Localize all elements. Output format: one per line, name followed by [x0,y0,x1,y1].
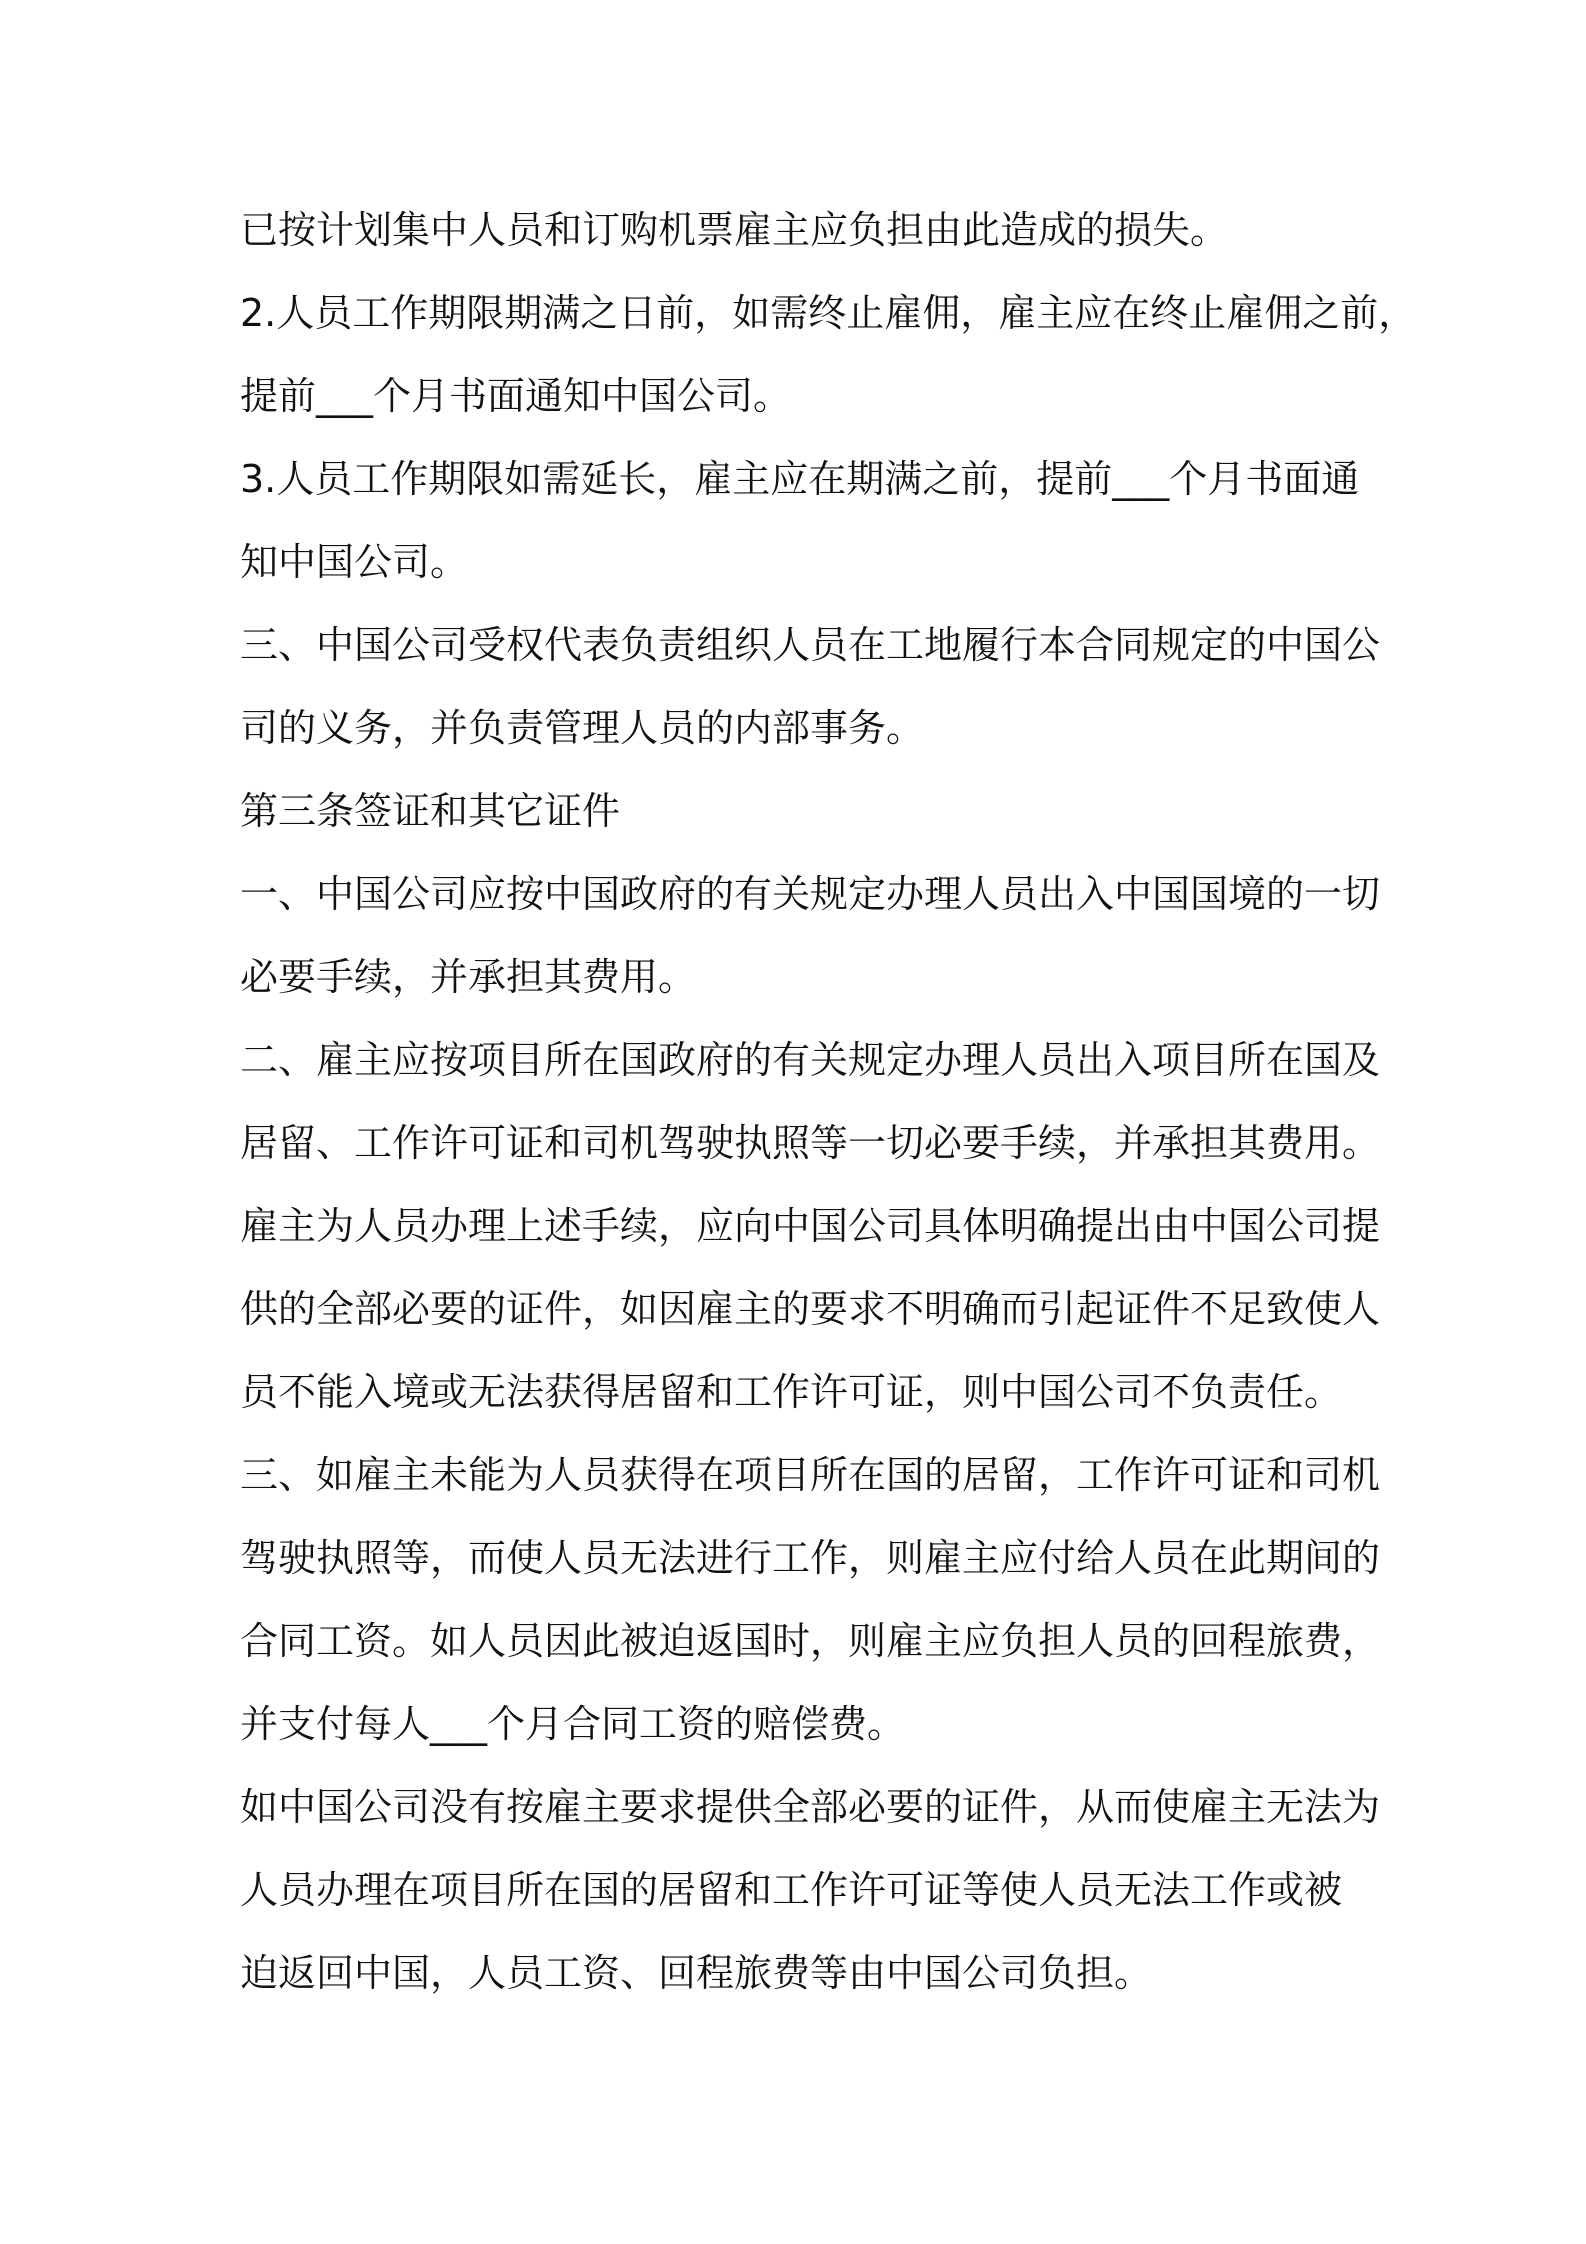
text-line: 迫返回中国，人员工资、回程旅费等由中国公司负担。 [240,1951,1153,1995]
text-line: 如中国公司没有按雇主要求提供全部必要的证件，从而使雇主无法为 [240,1785,1381,1829]
text-line: 已按计划集中人员和订购机票雇主应负担由此造成的损失。 [240,208,1229,252]
text-line: 居留、工作许可证和司机驾驶执照等一切必要手续，并承担其费用。 [240,1121,1381,1165]
text-line: 合同工资。如人员因此被迫返国时，则雇主应负担人员的回程旅费， [240,1619,1381,1663]
text-line: 司的义务，并负责管理人员的内部事务。 [240,706,925,750]
text-line: 二、雇主应按项目所在国政府的有关规定办理人员出入项目所在国及 [240,1038,1381,1082]
text-line: 三、如雇主未能为人员获得在项目所在国的居留，工作许可证和司机 [240,1453,1381,1497]
text-line: 驾驶执照等，而使人员无法进行工作，则雇主应付给人员在此期间的 [240,1536,1381,1580]
text-line: 必要手续，并承担其费用。 [240,955,697,999]
text-line: 知中国公司。 [240,540,469,584]
text-line: 提前___个月书面通知中国公司。 [240,374,792,418]
text-line: 并支付每人___个月合同工资的赔偿费。 [240,1702,906,1746]
text-line: 2.人员工作期限期满之日前，如需终止雇佣，雇主应在终止雇佣之前， [240,291,1417,335]
text-line: 员不能入境或无法获得居留和工作许可证，则中国公司不负责任。 [240,1370,1343,1414]
text-line: 三、中国公司受权代表负责组织人员在工地履行本合同规定的中国公 [240,623,1381,667]
section-heading: 第三条签证和其它证件 [240,789,621,833]
text-line: 3.人员工作期限如需延长，雇主应在期满之前，提前___个月书面通 [240,457,1360,501]
text-line: 雇主为人员办理上述手续，应向中国公司具体明确提出由中国公司提 [240,1204,1381,1248]
text-line: 一、中国公司应按中国政府的有关规定办理人员出入中国国境的一切 [240,872,1381,916]
text-line: 供的全部必要的证件，如因雇主的要求不明确而引起证件不足致使人 [240,1287,1381,1331]
text-line: 人员办理在项目所在国的居留和工作许可证等使人员无法工作或被 [240,1868,1343,1912]
